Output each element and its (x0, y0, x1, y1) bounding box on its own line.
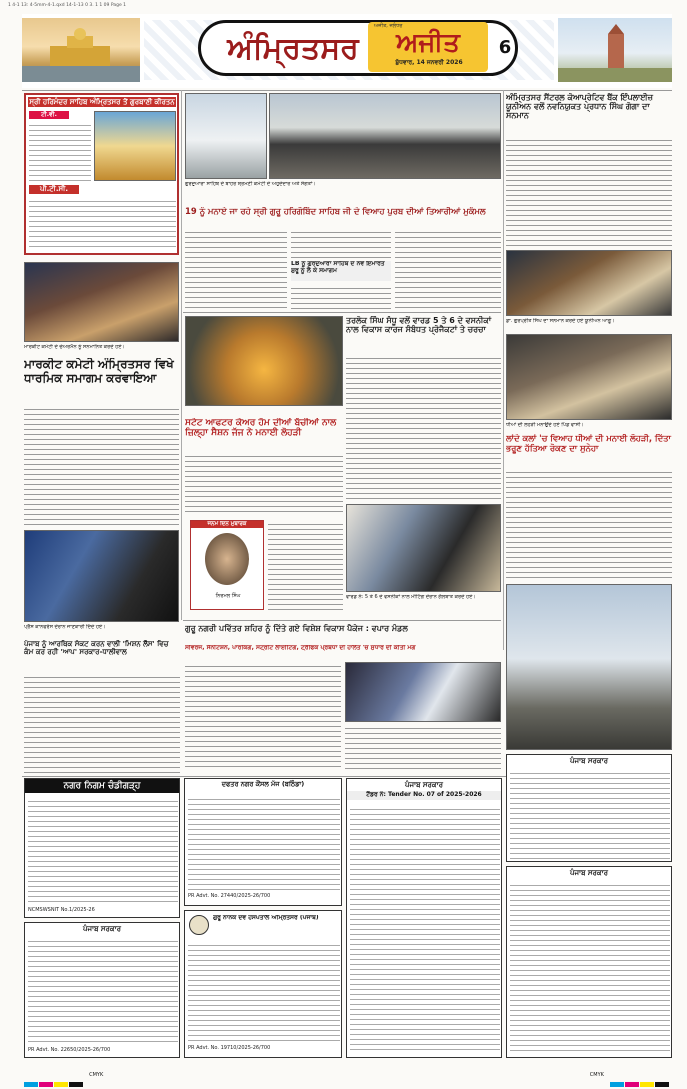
nagar-council-ad (184, 778, 342, 906)
hospital-text (188, 941, 340, 1041)
harmandir-photo (94, 111, 176, 181)
press-conference-photo (24, 530, 179, 622)
aap-headline: ਪੰਜਾਬ ਨੂੰ ਆਰਥਿਕ ਸੰਕਟ ਕਰਨ ਵਾਲੀ 'ਮਿਸ਼ਨ ਲੈੱਸ' ਵਿਚ ਕੰਮ ਕਰ ਰਹੀ 'ਆਪ' ਸਰਕਾਰ-ਧਾਲੀਵਾਲ (24, 640, 169, 657)
cmyk-label-left: CMYK (89, 1072, 104, 1078)
divider (22, 90, 672, 91)
gurpurab-headline: 19 ਨੂੰ ਮਨਾਏ ਜਾ ਰਹੇ ਸ੍ਰੀ ਗੁਰੂ ਹਰਿਗੋਬਿੰਦ ਸਾਹਿਬ ਜੀ ਦੇ ਵਿਆਹ ਪੁਰਬ ਦੀਆਂ ਤਿਆਰੀਆਂ ਮੁਕੰਮਲ (185, 207, 486, 216)
birthday-badge (190, 520, 264, 610)
village-lohri-text (506, 468, 672, 580)
page-number: 6 (498, 38, 512, 58)
divider (183, 312, 501, 313)
market-committee-caption: ਮਾਰਕੀਟ ਕਮੇਟੀ ਦੇ ਚੇਅਰਮੈਨ ਨੂੰ ਸਨਮਾਨਿਤ ਕਰਦੇ ਹੋਏ। (24, 344, 125, 350)
masthead-small-tag: ਅਜੀਤ, ਜਲੰਧਰ (374, 23, 403, 29)
punjab-sarkar-title: ਪੰਜਾਬ ਸਰਕਾਰ (82, 925, 121, 933)
ward-meeting-headline: ਤਰਲੋਕ ਸਿੰਘ ਸੰਧੂ ਵਲੋਂ ਵਾਰਡ 5 ਤੇ 6 ਦੇ ਵਸਨੀਕਾਂ ਨਾਲ ਵਿਕਾਸ ਕਾਰਜ ਸੰਬੰਧਤ ਪ੍ਰੋਜੈਕਟਾਂ ਤੇ ਚਰਚਾ (346, 316, 492, 335)
divider (183, 620, 501, 621)
gurpurab-col1 (185, 228, 287, 310)
market-committee-photo (24, 262, 179, 342)
divider (503, 90, 504, 650)
hospital-title: ਗੁਰੂ ਨਾਨਕ ਦੇਵ ਹਸਪਤਾਲ ਅੰਮ੍ਰਿਤਸਰ (ਪੰਜਾਬ) (213, 915, 319, 921)
bank-union-photo (506, 250, 672, 316)
press-conference-caption: ਪ੍ਰੈੱਸ ਕਾਨਫਰੰਸ ਦੌਰਾਨ ਜਾਣਕਾਰੀ ਦਿੰਦੇ ਹੋਏ। (24, 624, 106, 630)
market-committee-text (24, 405, 179, 527)
package-sub: ਸੀਵਰੇਜ, ਸੈਨੀਟੇਸ਼ਨ, ਪਾਰਕਿੰਗ, ਸਟ੍ਰੀਟ ਲਾਈਟਿੰਗ, ਟ੍ਰੈਫਿਕ ਪ੍ਰਬੰਧਾਂ ਦੀ ਹਾਲਤ 'ਚ ਸੁਧਾਰ ਦੀ ਕੀਤੀ ਮੰਗ (185, 645, 416, 651)
cmyk-label-right: CMYK (589, 1072, 604, 1078)
after-care-text-2 (268, 520, 343, 610)
aap-text (24, 673, 180, 773)
lohri-photo (185, 316, 343, 406)
masthead (22, 14, 672, 88)
hospital-logo (189, 915, 209, 935)
pr-advt-1: PR Advt. No. 22650/2025-26/700 (28, 1047, 111, 1053)
footer-cmyk-right (470, 1072, 670, 1080)
package-text-1 (185, 662, 341, 770)
ptc-label: ਪੀ.ਟੀ.ਸੀ. (29, 185, 79, 194)
gurdwara-photo (185, 93, 267, 179)
gurpurab-col2 (291, 228, 391, 258)
gurpurab-col2b (291, 284, 391, 310)
village-lohri-photo (506, 334, 672, 420)
bank-union-headline: ਅੰਮ੍ਰਿਤਸਰ ਸੈਂਟਰਲ ਕੋਆਪ੍ਰੇਟਿਵ ਬੈਂਕ ਇੰਪਲਾਈਜ਼ ਯੂਨੀਅਨ ਵਲੋਂ ਨਵਨਿਯੁਕਤ ਪ੍ਰਧਾਨ ਸਿੰਘ ਗੋਗਾ ਦਾ ਸਨਮਾਨ (506, 93, 653, 121)
ward-meeting-caption: ਵਾਰਡ ਨੰ: 5 ਤੇ 6 ਦੇ ਵਸਨੀਕਾਂ ਨਾਲ ਮੀਟਿੰਗ ਦੌਰਾਨ ਗੱਲਬਾਤ ਕਰਦੇ ਹੋਏ। (346, 594, 476, 600)
masthead-date: ਬੁੱਧਵਾਰ, 14 ਜਨਵਰੀ 2026 (395, 59, 463, 66)
edition-label: ਅੰਮ੍ਰਿਤਸਰ (227, 31, 359, 66)
bank-union-text (506, 136, 672, 246)
nagar-nigam-ad (24, 778, 180, 918)
gurpurab-col3 (395, 228, 501, 310)
tender-punjab-title: ਪੰਜਾਬ ਸਰਕਾਰ (404, 781, 443, 789)
gurdwara-caption: ਗੁਰਦੁਆਰਾ ਸਾਹਿਬ ਦੇ ਬਾਹਰ ਸ਼੍ਰੋਮਣੀ ਕਮੇਟੀ ਦੇ ਅਹੁਦੇਦਾਰ ਅਤੇ ਸੰਗਤਾਂ। (185, 181, 316, 187)
nagar-council-title: ਦਫਤਰ ਨਗਰ ਕੌਂਸਲ ਮੱਜ (ਬਠਿੰਡਾ) (221, 780, 305, 788)
package-headline: ਗੁਰੂ ਨਗਰੀ ਪਵਿੱਤਰ ਸ਼ਹਿਰ ਨੂੰ ਦਿੱਤੇ ਗਏ ਵਿਸ਼ੇਸ਼ ਵਿਕਾਸ ਪੈਕੇਜ : ਵਪਾਰ ਮੰਡਲ (185, 624, 408, 633)
nagar-council-text (188, 795, 340, 891)
kite-photo (506, 584, 672, 750)
punjab-sarkar-right-title-2: ਪੰਜਾਬ ਸਰਕਾਰ (569, 869, 608, 877)
package-text-2 (345, 724, 501, 770)
punjab-sarkar-right-text-2 (510, 881, 670, 1053)
tv-label: ਟੀ.ਵੀ. (29, 111, 69, 119)
birthday-title: ਜਨਮ ਦਿਨ ਮੁਬਾਰਕ (191, 521, 263, 528)
footer-cmyk-left (24, 1072, 224, 1080)
package-photo (345, 662, 501, 722)
punjab-sarkar-text (28, 937, 178, 1045)
after-care-text (185, 452, 343, 514)
harmandir-title: ਸ੍ਰੀ ਹਰਿਮੰਦਰ ਸਾਹਿਬ ਅੰਮ੍ਰਿਤਸਰ ਤੋਂ ਗੁਰਬਾਣੀ ਕੀਰਤਨ (29, 98, 175, 106)
guru-hospital-ad (184, 910, 342, 1058)
print-strip: 1 4-1 13: 4-5mm-4-1.qxd 14-1-13 0 3. 1 1 09 Page 1 (8, 3, 127, 8)
pr-advt-2: PR Advt. No. 27440/2025-26/700 (188, 893, 271, 899)
tender-ad (346, 778, 502, 1058)
monument-illustration (558, 18, 672, 82)
paper-name: ਅਜੀਤ (396, 28, 460, 58)
harmandir-box (24, 93, 179, 255)
golden-temple-illustration (22, 18, 140, 82)
village-lohri-caption: ਧੀਆਂ ਦੀ ਲੋਹੜੀ ਮਨਾਉਂਦੇ ਹੋਏ ਪਿੰਡ ਵਾਸੀ। (506, 422, 584, 428)
divider (181, 90, 182, 620)
golden-temple-photo (22, 18, 140, 82)
monument-photo (558, 18, 672, 82)
birthday-name: ਨਿਰਮਲ ਸਿੰਘ (215, 593, 241, 599)
pr-advt-3: PR Advt. No. 19710/2025-26/700 (188, 1045, 271, 1051)
punjab-sarkar-right-text (510, 769, 670, 859)
sangat-group-photo (269, 93, 501, 179)
bank-union-caption: ਡਾ. ਗੁਰਪ੍ਰੀਤ ਸਿੰਘ ਦਾ ਸਨਮਾਨ ਕਰਦੇ ਹੋਏ ਯੂਨੀਅਨ ਆਗੂ। (506, 318, 615, 324)
punjab-sarkar-right-title: ਪੰਜਾਬ ਸਰਕਾਰ (569, 757, 608, 765)
ptc-text (29, 197, 176, 251)
nagar-nigam-title: ਨਗਰ ਨਿਗਮ ਚੰਡੀਗੜ੍ਹ (25, 779, 179, 793)
punjab-sarkar-ad-left (24, 922, 180, 1058)
gurpurab-sub: LB ਨੂੰ ਗੁਰਦੁਆਰਾ ਸਾਹਿਬ ਦੇ ਨਵੇਂ ਇਮਾਰਤ ਸ਼ੁਰੂ ਨੂੰ ਲੈ ਕੇ ਸਮਾਗਮ (291, 261, 391, 281)
nagar-nigam-text (28, 797, 178, 903)
nagar-nigam-nit: NCMSWSNIT No.1/2025-26 (28, 907, 95, 913)
village-lohri-headline: ਲਾਂਦੇ ਕਲਾਂ 'ਚ ਵਿਆਹ ਧੀਆਂ ਦੀ ਮਨਾਈ ਲੋਹੜੀ, ਦਿੱਤਾ ਭਰੂਣ ਹੱਤਿਆ ਰੋਕਣ ਦਾ ਸੁਨੇਹਾ (506, 434, 671, 453)
ward-meeting-text (346, 354, 501, 502)
harmandir-text (29, 121, 91, 181)
ward-meeting-photo (346, 504, 501, 592)
punjab-sarkar-ad-right-top (506, 754, 672, 862)
tender-number: ਟੈਂਡਰ ਨੰ: Tender No. 07 of 2025-2026 (347, 791, 501, 800)
after-care-headline: ਸਟੇਟ ਆਫਟਰ ਕੇਅਰ ਹੋਮ ਦੀਆਂ ਬੱਚੀਆਂ ਨਾਲ ਜ਼ਿਲ੍ਹਾ ਸੈਸ਼ਨ ਜੱਜ ਨੇ ਮਨਾਈ ਲੋਹੜੀ (185, 418, 337, 439)
tender-text (350, 805, 500, 1053)
market-committee-headline: ਮਾਰਕੀਟ ਕਮੇਟੀ ਅੰਮ੍ਰਿਤਸਰ ਵਿਖੇ ਧਾਰਮਿਕ ਸਮਾਗਮ ਕਰਵਾਇਆ (24, 358, 174, 385)
punjab-sarkar-ad-right-bottom (506, 866, 672, 1058)
birthday-portrait (205, 533, 249, 585)
